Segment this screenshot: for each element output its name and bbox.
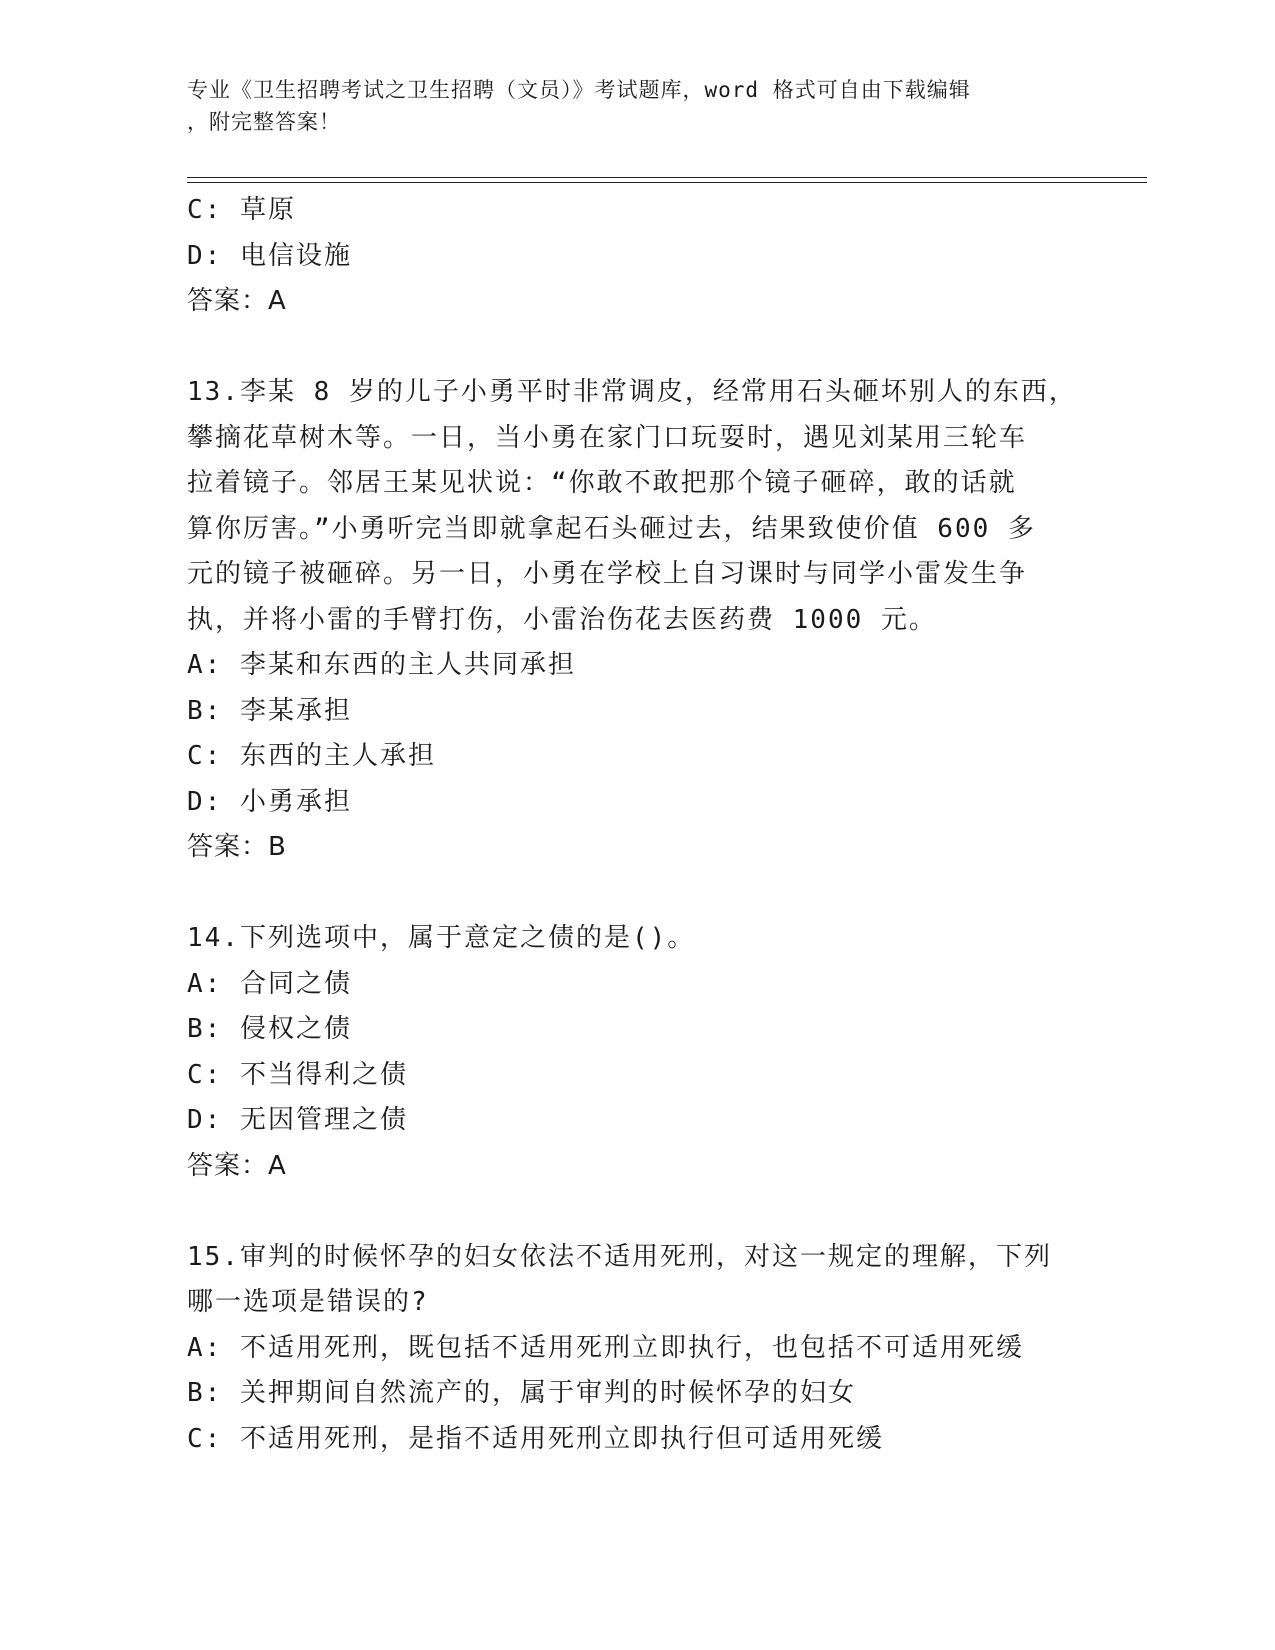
prev-question-tail: [187, 188, 1087, 325]
question-stem-line: 算你厉害。”小勇听完当即就拿起石头砸过去，结果致使价值 600 多: [187, 513, 1036, 544]
question-stem-line: 13.李某 8 岁的儿子小勇平时非常调皮，经常用石头砸坏别人的东西，: [187, 377, 1077, 407]
question-14: [187, 916, 1087, 1189]
option-b: B: 关押期间自然流产的，属于审判的时候怀孕的妇女: [187, 1378, 856, 1408]
question-15: [187, 1235, 1087, 1463]
header-divider-top: [187, 177, 1147, 178]
header-divider-bottom: [187, 182, 1147, 183]
option-d: D: 无因管理之债: [187, 1105, 408, 1135]
answer-line: 答案：A: [187, 286, 287, 316]
question-13: [187, 370, 1087, 871]
spacer: [187, 1189, 1087, 1235]
document-header: [187, 74, 1067, 138]
question-stem-line: 拉着镜子。邻居王某见状说：“你敢不敢把那个镜子砸碎，敢的话就: [187, 468, 1017, 498]
option-a: A: 不适用死刑，既包括不适用死刑立即执行，也包括不可适用死缓: [187, 1332, 1024, 1363]
option-c: C: 草原: [187, 195, 296, 225]
option-a: A: 李某和东西的主人共同承担: [187, 650, 576, 680]
option-c: C: 不当得利之债: [187, 1059, 408, 1090]
spacer: [187, 325, 1087, 371]
option-c: C: 东西的主人承担: [187, 741, 436, 771]
option-b: B: 侵权之债: [187, 1014, 352, 1044]
question-list: [187, 188, 1087, 1462]
answer-line: 答案：B: [187, 832, 287, 862]
option-b: B: 李某承担: [187, 695, 352, 726]
question-stem-line: 元的镜子被砸碎。另一日，小勇在学校上自习课时与同学小雷发生争: [187, 559, 1028, 589]
option-d: D: 小勇承担: [187, 786, 352, 817]
question-stem-line: 15.审判的时候怀孕的妇女依法不适用死刑，对这一规定的理解，下列: [187, 1241, 1052, 1272]
header-title-line-2: ，附完整答案！: [187, 110, 341, 134]
spacer: [187, 871, 1087, 917]
option-a: A: 合同之债: [187, 968, 352, 999]
question-stem-line: 哪一选项是错误的?: [187, 1287, 429, 1317]
header-title-line-1: 专业《卫生招聘考试之卫生招聘（文员）》考试题库，word 格式可自由下载编辑: [187, 78, 971, 102]
answer-line: 答案：A: [187, 1150, 287, 1181]
question-stem-line: 执，并将小雷的手臂打伤，小雷治伤花去医药费 1000 元。: [187, 604, 937, 635]
option-d: D: 电信设施: [187, 240, 352, 271]
option-c: C: 不适用死刑，是指不适用死刑立即执行但可适用死缓: [187, 1423, 884, 1454]
question-stem-line: 14.下列选项中，属于意定之债的是()。: [187, 923, 696, 953]
question-stem-line: 攀摘花草树木等。一日，当小勇在家门口玩耍时，遇见刘某用三轮车: [187, 422, 1028, 453]
